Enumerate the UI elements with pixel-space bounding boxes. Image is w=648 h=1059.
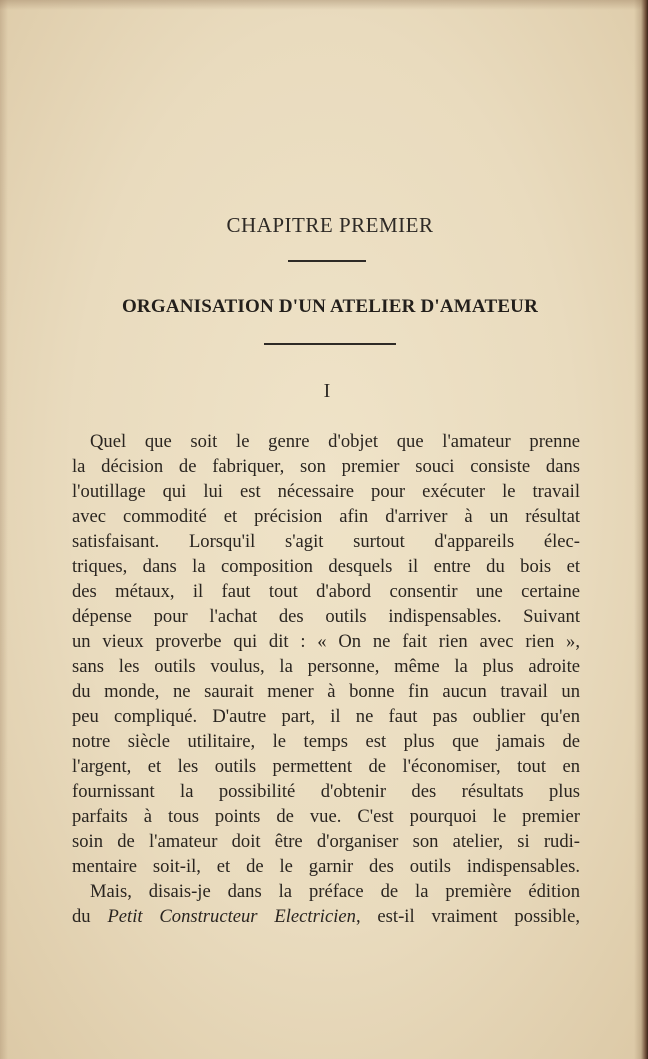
chapter-heading: CHAPITRE PREMIER xyxy=(226,213,434,237)
title-rule xyxy=(264,343,396,345)
body-line: parfaits à tous points de vue. C'est pourquoi le premier xyxy=(72,806,580,827)
body-line: sans les outils voulus, la personne, même la plus adroite xyxy=(72,656,580,677)
body-line: l'outillage qui lui est nécessaire pour exécuter le travail xyxy=(72,481,580,502)
body-line: dépense pour l'achat des outils indispensables. Suivant xyxy=(72,606,580,627)
body-line: l'argent, et les outils permettent de l'économiser, tout en xyxy=(72,756,580,777)
page-edge-right xyxy=(634,0,648,1059)
final-line-after: , est-il vraiment possible, xyxy=(355,906,580,927)
body-line: notre siècle utilitaire, le temps est plus que jamais de xyxy=(72,731,580,752)
body-line: fournissant la possibilité d'obtenir des résultats plus xyxy=(72,781,580,802)
body-line: soin de l'amateur doit être d'organiser son atelier, si rudi- xyxy=(72,831,580,852)
body-line: peu compliqué. D'autre part, il ne faut pas oublier qu'en xyxy=(72,706,580,727)
section-title: ORGANISATION D'UN ATELIER D'AMATEUR xyxy=(121,296,539,317)
body-line: du monde, ne saurait mener à bonne fin aucun travail un xyxy=(72,681,580,702)
body-line: la décision de fabriquer, son premier souci consiste dans xyxy=(72,456,580,477)
body-line: avec commodité et précision afin d'arriver à un résultat xyxy=(72,506,580,527)
body-line: satisfaisant. Lorsqu'il s'agit surtout d'appareils élec- xyxy=(72,531,580,552)
book-title-italic: Petit Constructeur Electricien xyxy=(107,906,356,927)
page-edge-top xyxy=(0,0,648,10)
page-edge-left xyxy=(0,0,8,1059)
section-number: I xyxy=(323,380,331,402)
body-line: mentaire soit-il, et de le garnir des outils indispensables. xyxy=(72,856,580,877)
body-line: Quel que soit le genre d'objet que l'amateur prenne xyxy=(90,431,580,452)
final-line-before: du xyxy=(72,906,108,927)
body-line: des métaux, il faut tout d'abord consentir une certaine xyxy=(72,581,580,602)
body-line: Mais, disais-je dans la préface de la première édition xyxy=(90,881,580,902)
heading-rule xyxy=(288,260,366,262)
body-line-final xyxy=(72,905,580,929)
body-line: triques, dans la composition desquels il entre du bois et xyxy=(72,556,580,577)
body-line: un vieux proverbe qui dit : « On ne fait rien avec rien », xyxy=(72,631,580,652)
